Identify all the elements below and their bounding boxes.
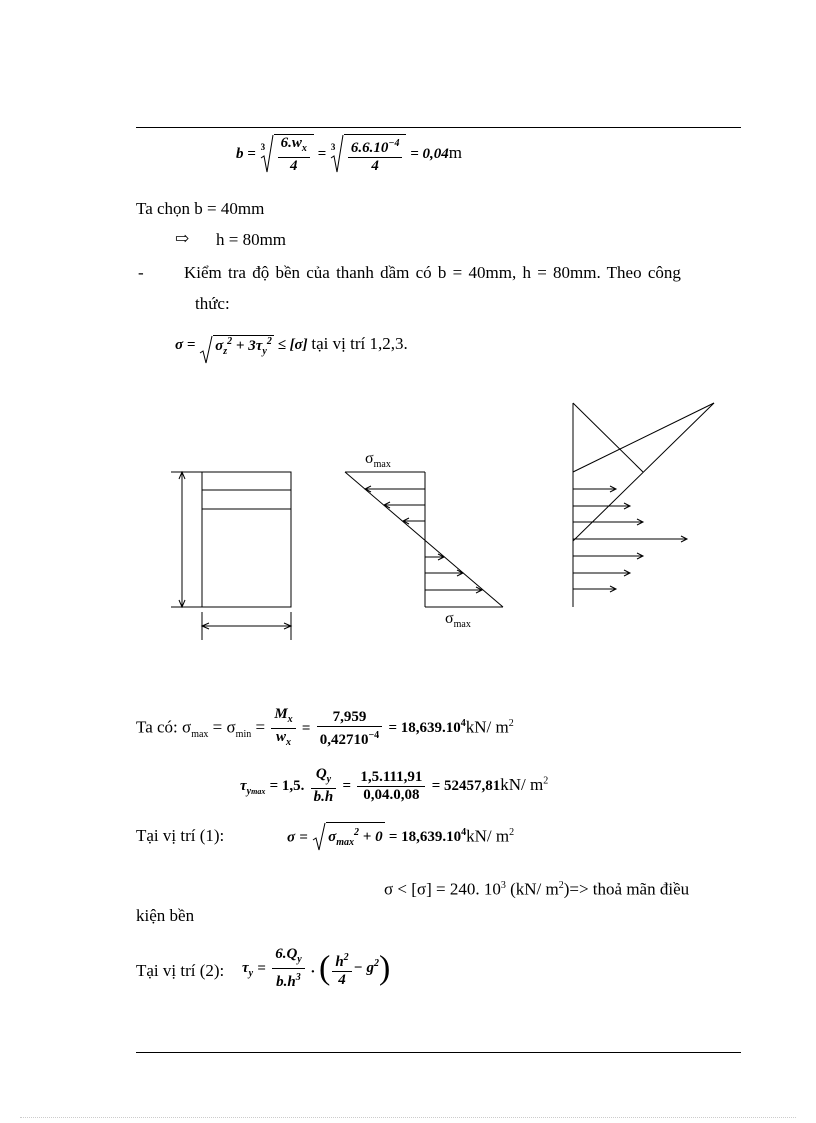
check-text-line1: Kiểm tra độ bền của thanh dầm có b = 40mm, h = 80mm. Theo công [184,263,681,282]
equation-sigma-max: Ta có: $\sigma_{max} = \sigma_{min}$ = $\frac{M_x}{w_x}$ = $\frac{7,959}{0,42710^{-4}}$ = $18,639.10^4kN/$ $m^2$ [136,706,514,748]
position-2-label: Tại vị trí (2): [136,961,225,980]
shear-stress-diagram [573,403,714,607]
footer-rule [136,1052,741,1053]
cross-section [171,472,291,640]
sigma-max-bottom-label: $\sigma_{max}$ [445,610,471,631]
position-2-formula: $\tau_y$ = $\frac{6.Q_y}{b.h^3}$ . ( $\frac{h^2}{4}$ − $g^2$) [242,946,391,990]
line-choose-b: Ta chọn b = 40mm [136,199,265,218]
position-1-label: Tại vị trí (1): [136,826,225,845]
position-1-formula: σ = $\sigma_{max}^2 + 0 = 18,639.10^4kN/$ $m^2$ [287,822,514,853]
formula-b: b = 3 $\frac{6.w_x}{4}$ = 3 $\frac{6.6.10^{-4}}{4}$ = 0,04m [236,135,462,174]
line-h: h = 80mm [216,230,287,249]
page-bottom-dotted [20,1117,796,1118]
equation-tau-max: $\tau_{ymax} = 1,5$. $\frac{Q_y}{b.h}$ = $\frac{1,5.111,91}{0,04.0,08}$ = 52457,81kN/ $m^2$ [240,766,549,805]
normal-stress-diagram [345,472,503,607]
bullet: - [138,263,144,282]
sigma-max-top-label: $\sigma_{max}$ [365,450,391,471]
condition-line1: σ < [σ] = 240. $10^3$ (kN/ $m^2)=>$ thoả mãn điều [384,879,690,899]
check-text-line2: thức: [195,294,230,313]
formula-sigma: σ = $\sigma_z^2 + 3\tau_y^2 \le [\sigma]$ tại vị trí 1,2,3. [175,334,408,357]
condition-line2: kiện bền [136,906,195,925]
arrow-icon: ⇨ [175,229,190,248]
